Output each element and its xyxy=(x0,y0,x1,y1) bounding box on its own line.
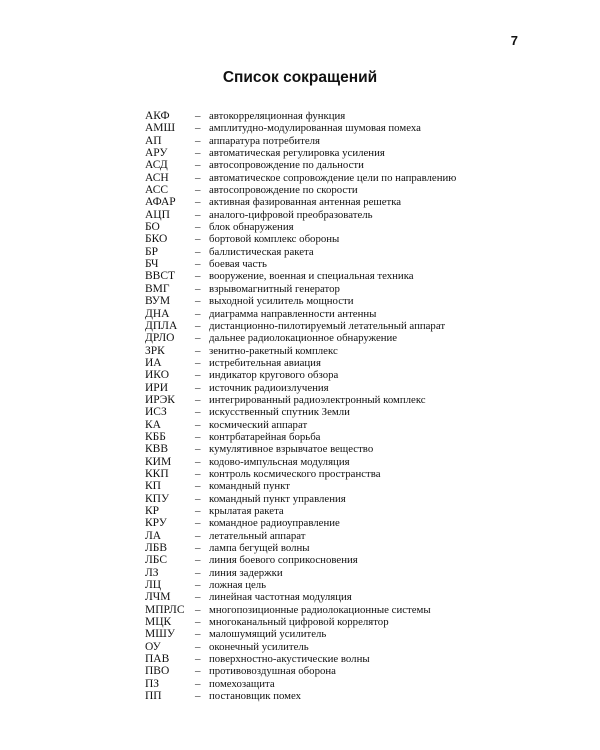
abbreviation-dash: – xyxy=(195,455,201,468)
abbreviation-code: ЛБС xyxy=(145,554,167,567)
abbreviation-row xyxy=(145,431,456,443)
abbreviation-row xyxy=(145,233,456,245)
abbreviation-row xyxy=(145,419,456,431)
abbreviation-code: КББ xyxy=(145,430,166,443)
abbreviation-row xyxy=(145,270,456,282)
abbreviation-description: баллистическая ракета xyxy=(209,245,314,258)
abbreviation-row xyxy=(145,122,456,134)
abbreviation-description: многопозиционные радиолокационные системы xyxy=(209,603,431,616)
abbreviation-dash: – xyxy=(195,159,201,172)
abbreviation-row xyxy=(145,530,456,542)
abbreviation-dash: – xyxy=(195,677,201,690)
abbreviation-row xyxy=(145,357,456,369)
abbreviation-code: ЛЧМ xyxy=(145,591,171,604)
abbreviation-code: КП xyxy=(145,480,161,493)
abbreviation-row xyxy=(145,505,456,517)
abbreviation-description: боевая часть xyxy=(209,258,267,271)
abbreviation-row xyxy=(145,456,456,468)
abbreviation-row xyxy=(145,493,456,505)
abbreviation-dash: – xyxy=(195,616,201,629)
abbreviation-description: интегрированный радиоэлектронный комплекс xyxy=(209,393,426,406)
abbreviation-dash: – xyxy=(195,393,201,406)
abbreviation-dash: – xyxy=(195,430,201,443)
abbreviation-dash: – xyxy=(195,517,201,530)
abbreviation-description: индикатор кругового обзора xyxy=(209,369,339,382)
abbreviation-dash: – xyxy=(195,245,201,258)
abbreviation-code: КИМ xyxy=(145,455,172,468)
abbreviation-row xyxy=(145,616,456,628)
abbreviation-row xyxy=(145,184,456,196)
abbreviation-dash: – xyxy=(195,529,201,542)
abbreviation-row xyxy=(145,159,456,171)
abbreviation-dash: – xyxy=(195,566,201,579)
abbreviation-dash: – xyxy=(195,122,201,135)
abbreviation-dash: – xyxy=(195,418,201,431)
abbreviation-code: ОУ xyxy=(145,640,161,653)
abbreviation-code: БКО xyxy=(145,233,168,246)
abbreviation-code: ПЗ xyxy=(145,677,160,690)
abbreviation-dash: – xyxy=(195,554,201,567)
abbreviation-description: малошумящий усилитель xyxy=(209,628,327,641)
abbreviation-row xyxy=(145,468,456,480)
abbreviation-dash: – xyxy=(195,196,201,209)
abbreviation-row xyxy=(145,579,456,591)
abbreviation-dash: – xyxy=(195,542,201,555)
abbreviation-code: ИРЭК xyxy=(145,393,175,406)
abbreviation-description: взрывомагнитный генератор xyxy=(209,282,340,295)
abbreviation-description: дистанционно-пилотируемый летательный аппарат xyxy=(209,319,446,332)
abbreviation-code: ВУМ xyxy=(145,295,171,308)
abbreviation-code: АРУ xyxy=(145,147,168,160)
abbreviation-row xyxy=(145,196,456,208)
abbreviation-code: АКФ xyxy=(145,110,170,122)
abbreviation-row xyxy=(145,641,456,653)
abbreviation-description: диаграмма направленности антенны xyxy=(209,307,377,320)
abbreviation-dash: – xyxy=(195,134,201,147)
abbreviation-code: ККП xyxy=(145,467,169,480)
abbreviation-row xyxy=(145,542,456,554)
abbreviation-description: автоматическая регулировка усиления xyxy=(209,147,385,160)
abbreviation-row xyxy=(145,258,456,270)
abbreviation-code: КРУ xyxy=(145,517,167,530)
abbreviation-row xyxy=(145,604,456,616)
abbreviation-code: ПАВ xyxy=(145,653,170,666)
abbreviation-description: командный пункт управления xyxy=(209,492,346,505)
abbreviation-description: контрбатарейная борьба xyxy=(209,430,321,443)
abbreviation-dash: – xyxy=(195,406,201,419)
abbreviation-code: ПП xyxy=(145,690,162,703)
abbreviation-code: АМШ xyxy=(145,122,176,135)
abbreviation-dash: – xyxy=(195,381,201,394)
abbreviation-code: ДНА xyxy=(145,307,170,320)
abbreviation-code: ДПЛА xyxy=(145,319,178,332)
abbreviation-row xyxy=(145,382,456,394)
abbreviation-row xyxy=(145,172,456,184)
abbreviation-code: ВМГ xyxy=(145,282,170,295)
abbreviation-description: летательный аппарат xyxy=(209,529,306,542)
abbreviation-dash: – xyxy=(195,579,201,592)
abbreviation-description: вооружение, военная и специальная техника xyxy=(209,270,414,283)
abbreviation-description: контроль космического пространства xyxy=(209,467,381,480)
abbreviation-description: автоматическое сопровождение цели по направлению xyxy=(209,171,457,184)
abbreviation-dash: – xyxy=(195,505,201,517)
abbreviation-code: ИСЗ xyxy=(145,406,167,419)
abbreviation-code: БЧ xyxy=(145,258,159,271)
abbreviation-description: крылатая ракета xyxy=(209,505,284,517)
abbreviation-dash: – xyxy=(195,295,201,308)
abbreviation-dash: – xyxy=(195,653,201,666)
abbreviation-code: ПВО xyxy=(145,665,170,678)
abbreviation-dash: – xyxy=(195,492,201,505)
abbreviation-code: АСН xyxy=(145,171,169,184)
abbreviation-dash: – xyxy=(195,591,201,604)
abbreviation-code: КР xyxy=(145,505,160,517)
abbreviation-description: аналого-цифровой преобразователь xyxy=(209,208,373,221)
abbreviation-code: МПРЛС xyxy=(145,603,185,616)
abbreviation-description: оконечный усилитель xyxy=(209,640,309,653)
abbreviation-dash: – xyxy=(195,369,201,382)
abbreviation-row xyxy=(145,320,456,332)
abbreviation-code: ЛБВ xyxy=(145,542,168,555)
abbreviation-code: АЦП xyxy=(145,208,170,221)
abbreviation-description: космический аппарат xyxy=(209,418,308,431)
abbreviation-row xyxy=(145,406,456,418)
abbreviation-description: ложная цель xyxy=(209,579,267,592)
abbreviation-dash: – xyxy=(195,147,201,160)
abbreviation-row xyxy=(145,345,456,357)
abbreviation-code: МЦК xyxy=(145,616,172,629)
abbreviation-row xyxy=(145,567,456,579)
abbreviation-row xyxy=(145,369,456,381)
abbreviation-row xyxy=(145,628,456,640)
abbreviation-code: АП xyxy=(145,134,162,147)
abbreviation-description: линия боевого соприкосновения xyxy=(209,554,358,567)
abbreviation-row xyxy=(145,665,456,677)
abbreviation-row xyxy=(145,653,456,665)
abbreviation-row xyxy=(145,221,456,233)
abbreviation-description: зенитно-ракетный комплекс xyxy=(209,344,338,357)
abbreviation-row xyxy=(145,209,456,221)
abbreviation-dash: – xyxy=(195,319,201,332)
abbreviation-row xyxy=(145,480,456,492)
abbreviation-dash: – xyxy=(195,628,201,641)
abbreviation-description: амплитудно-модулированная шумовая помеха xyxy=(209,122,421,135)
abbreviation-code: АФАР xyxy=(145,196,176,209)
abbreviation-dash: – xyxy=(195,233,201,246)
abbreviation-dash: – xyxy=(195,665,201,678)
abbreviation-description: командный пункт xyxy=(209,480,290,493)
abbreviation-row xyxy=(145,246,456,258)
abbreviation-row xyxy=(145,135,456,147)
abbreviation-description: активная фазированная антенная решетка xyxy=(209,196,402,209)
abbreviation-row xyxy=(145,443,456,455)
abbreviation-code: КА xyxy=(145,418,161,431)
abbreviation-dash: – xyxy=(195,332,201,345)
abbreviation-description: кодово-импульсная модуляция xyxy=(209,455,350,468)
abbreviation-description: автосопровождение по скорости xyxy=(209,184,358,197)
abbreviation-row xyxy=(145,517,456,529)
abbreviation-row xyxy=(145,554,456,566)
abbreviation-code: ВВСТ xyxy=(145,270,176,283)
abbreviation-code: КВВ xyxy=(145,443,169,456)
abbreviation-dash: – xyxy=(195,307,201,320)
abbreviation-code: АСД xyxy=(145,159,168,172)
abbreviation-description: линейная частотная модуляция xyxy=(209,591,352,604)
abbreviation-description: истребительная авиация xyxy=(209,356,321,369)
abbreviation-dash: – xyxy=(195,344,201,357)
abbreviation-description: бортовой комплекс обороны xyxy=(209,233,340,246)
page-number: 7 xyxy=(510,33,518,48)
abbreviation-dash: – xyxy=(195,480,201,493)
abbreviation-list xyxy=(145,110,456,703)
abbreviation-description: автосопровождение по дальности xyxy=(209,159,364,172)
abbreviation-description: противовоздушная оборона xyxy=(209,665,336,678)
abbreviation-description: дальнее радиолокационное обнаружение xyxy=(209,332,398,345)
abbreviation-code: ЛЦ xyxy=(145,579,162,592)
abbreviation-dash: – xyxy=(195,690,201,703)
abbreviation-dash: – xyxy=(195,270,201,283)
abbreviation-row xyxy=(145,394,456,406)
abbreviation-dash: – xyxy=(195,171,201,184)
abbreviation-row xyxy=(145,308,456,320)
abbreviation-row xyxy=(145,283,456,295)
abbreviation-dash: – xyxy=(195,356,201,369)
abbreviation-description: источник радиоизлучения xyxy=(209,381,329,394)
abbreviation-code: ИРИ xyxy=(145,381,169,394)
abbreviation-description: искусственный спутник Земли xyxy=(209,406,350,419)
abbreviation-dash: – xyxy=(195,640,201,653)
abbreviation-dash: – xyxy=(195,258,201,271)
abbreviation-row xyxy=(145,678,456,690)
abbreviation-description: кумулятивное взрывчатое вещество xyxy=(209,443,374,456)
abbreviation-code: БР xyxy=(145,245,158,258)
abbreviation-code: ИА xyxy=(145,356,162,369)
abbreviation-dash: – xyxy=(195,603,201,616)
abbreviation-dash: – xyxy=(195,110,201,122)
abbreviation-code: ДРЛО xyxy=(145,332,175,345)
abbreviation-row xyxy=(145,295,456,307)
abbreviation-description: лампа бегущей волны xyxy=(209,542,310,555)
page-title: Список сокращений xyxy=(222,69,378,86)
abbreviation-dash: – xyxy=(195,443,201,456)
abbreviation-description: аппаратура потребителя xyxy=(209,134,320,147)
abbreviation-row xyxy=(145,591,456,603)
abbreviation-dash: – xyxy=(195,184,201,197)
abbreviation-dash: – xyxy=(195,221,201,234)
abbreviation-description: командное радиоуправление xyxy=(209,517,340,530)
abbreviation-row xyxy=(145,690,456,702)
abbreviation-code: АСС xyxy=(145,184,169,197)
abbreviation-code: БО xyxy=(145,221,160,234)
abbreviation-description: блок обнаружения xyxy=(209,221,294,234)
abbreviation-description: постановщик помех xyxy=(209,690,302,703)
abbreviation-dash: – xyxy=(195,467,201,480)
abbreviation-dash: – xyxy=(195,282,201,295)
abbreviation-code: ЛЗ xyxy=(145,566,159,579)
abbreviation-description: линия задержки xyxy=(209,566,283,579)
abbreviation-code: ЗРК xyxy=(145,344,165,357)
abbreviation-code: КПУ xyxy=(145,492,170,505)
abbreviation-description: многоканальный цифровой коррелятор xyxy=(209,616,389,629)
abbreviation-row xyxy=(145,147,456,159)
abbreviation-dash: – xyxy=(195,208,201,221)
abbreviation-row xyxy=(145,110,456,122)
abbreviation-code: ИКО xyxy=(145,369,169,382)
abbreviation-description: поверхностно-акустические волны xyxy=(209,653,370,666)
abbreviation-description: помехозащита xyxy=(209,677,275,690)
abbreviation-code: ЛА xyxy=(145,529,162,542)
abbreviation-code: МШУ xyxy=(145,628,175,641)
abbreviation-row xyxy=(145,332,456,344)
abbreviation-description: автокорреляционная функция xyxy=(209,110,346,122)
abbreviation-description: выходной усилитель мощности xyxy=(209,295,354,308)
